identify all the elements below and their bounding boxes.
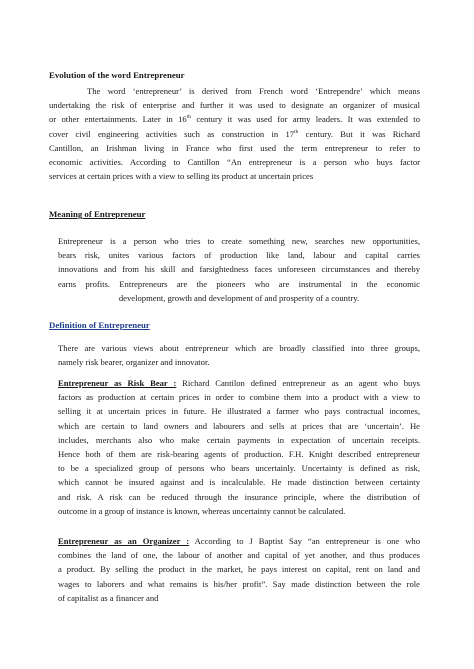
text-line: undertaking the risk of enterprise and further it was used to designate an organizer of musical xyxy=(49,100,420,111)
text-line: The word ‘entrepreneur’ is derived from French word ‘Entrependre’ which means xyxy=(87,86,420,96)
section-heading-definition: Definition of Entrepreneur xyxy=(49,320,150,330)
text-line: namely risk bearer, organizer and innovator. xyxy=(58,357,210,368)
text-line: Hence both of them are risk-bearing agents of production. F.H. Knight described entrepreneur xyxy=(58,448,420,459)
section-heading-evolution: Evolution of the word Entrepreneur xyxy=(49,70,185,80)
text-line: Entrepreneur as an Organizer : According to J Baptist Say “an entrepreneur is one who xyxy=(58,536,420,546)
text-line: a product. By selling the product in the market, he pays interest on capital, rent on land and xyxy=(58,564,420,575)
subheading-risk-bearer: Entrepreneur as Risk Bear : xyxy=(58,378,177,388)
text-line: combines the land of one, the labour of another and capital of yet another, and thus produces xyxy=(58,550,420,561)
paragraph-risk-bearer xyxy=(58,376,420,518)
text-line: Entrepreneur is a person who tries to create something new, searches new opportunities, xyxy=(58,236,420,246)
text-line: outcome in a group of instance is known, whereas uncertainty cannot be calculated. xyxy=(58,505,346,516)
text-line: wages to laborers and what remains is his/her profit”. Say made distinction between the role xyxy=(58,578,420,589)
text-line: There are various views about entrepreneur which are broadly classified into three groups, xyxy=(58,343,420,353)
text-line: selling it at uncertain prices in future. He illustrated a farmer who pays contractual incomes, xyxy=(58,406,420,417)
text-line: which are certain to land owners and labourers and sells at prices that are ‘uncertain’. He xyxy=(58,420,420,431)
text-line: economic activities. According to Cantillon “An entrepreneur is a person who buys factor xyxy=(49,156,420,167)
text-line: which cannot be insured against and is incalculable. He made distinction between certainty xyxy=(58,477,420,488)
text-line: bears risk, unites various factors of production like land, labour and capital carries xyxy=(58,250,420,261)
text-line: cover civil engineering activities such as construction in 17th century. But it was Richard xyxy=(49,128,420,139)
section-heading-meaning: Meaning of Entrepreneur xyxy=(49,209,146,219)
text-line: and risk. A risk can be reduced through the insurance principle, where the distribution of xyxy=(58,491,420,502)
subheading-organizer: Entrepreneur as an Organizer : xyxy=(58,536,190,546)
text-line: or other entertainments. Later in 16th century it was used for army leaders. It was extended to xyxy=(49,114,420,125)
paragraph-evolution xyxy=(49,84,420,183)
paragraph-organizer xyxy=(58,534,420,605)
text-line: earns profits. Entrepreneurs are the pioneers who are instrumental in the economic xyxy=(58,278,420,289)
text-line: Cantillon, an Irishman living in France who first used the term entrepreneur to refer to xyxy=(49,142,420,153)
text-line: services at certain prices with a view to selling its product at uncertain prices xyxy=(49,171,314,182)
paragraph-meaning xyxy=(58,234,420,305)
text-line: factors as production at certain prices in order to combine them into a product with a view to xyxy=(58,392,420,403)
text-line: Entrepreneur as Risk Bear : Richard Cantilon defined entrepreneur as an agent who buys xyxy=(58,378,420,388)
text-line: innovations and from his skill and farsightedness faces unforeseen circumstances and thereby xyxy=(58,264,420,275)
text-line: development, growth and development of and prosperity of a country. xyxy=(118,292,360,303)
text-line: to be a specialized group of persons who bears uncertainly. Uncertainty is defined as risk, xyxy=(58,463,420,474)
text-line: of capitalist as a financer and xyxy=(58,592,159,603)
text-line: includes, merchants also who make certain payments in expectation of uncertain receipts. xyxy=(58,434,420,445)
paragraph-definition-intro xyxy=(58,341,420,369)
